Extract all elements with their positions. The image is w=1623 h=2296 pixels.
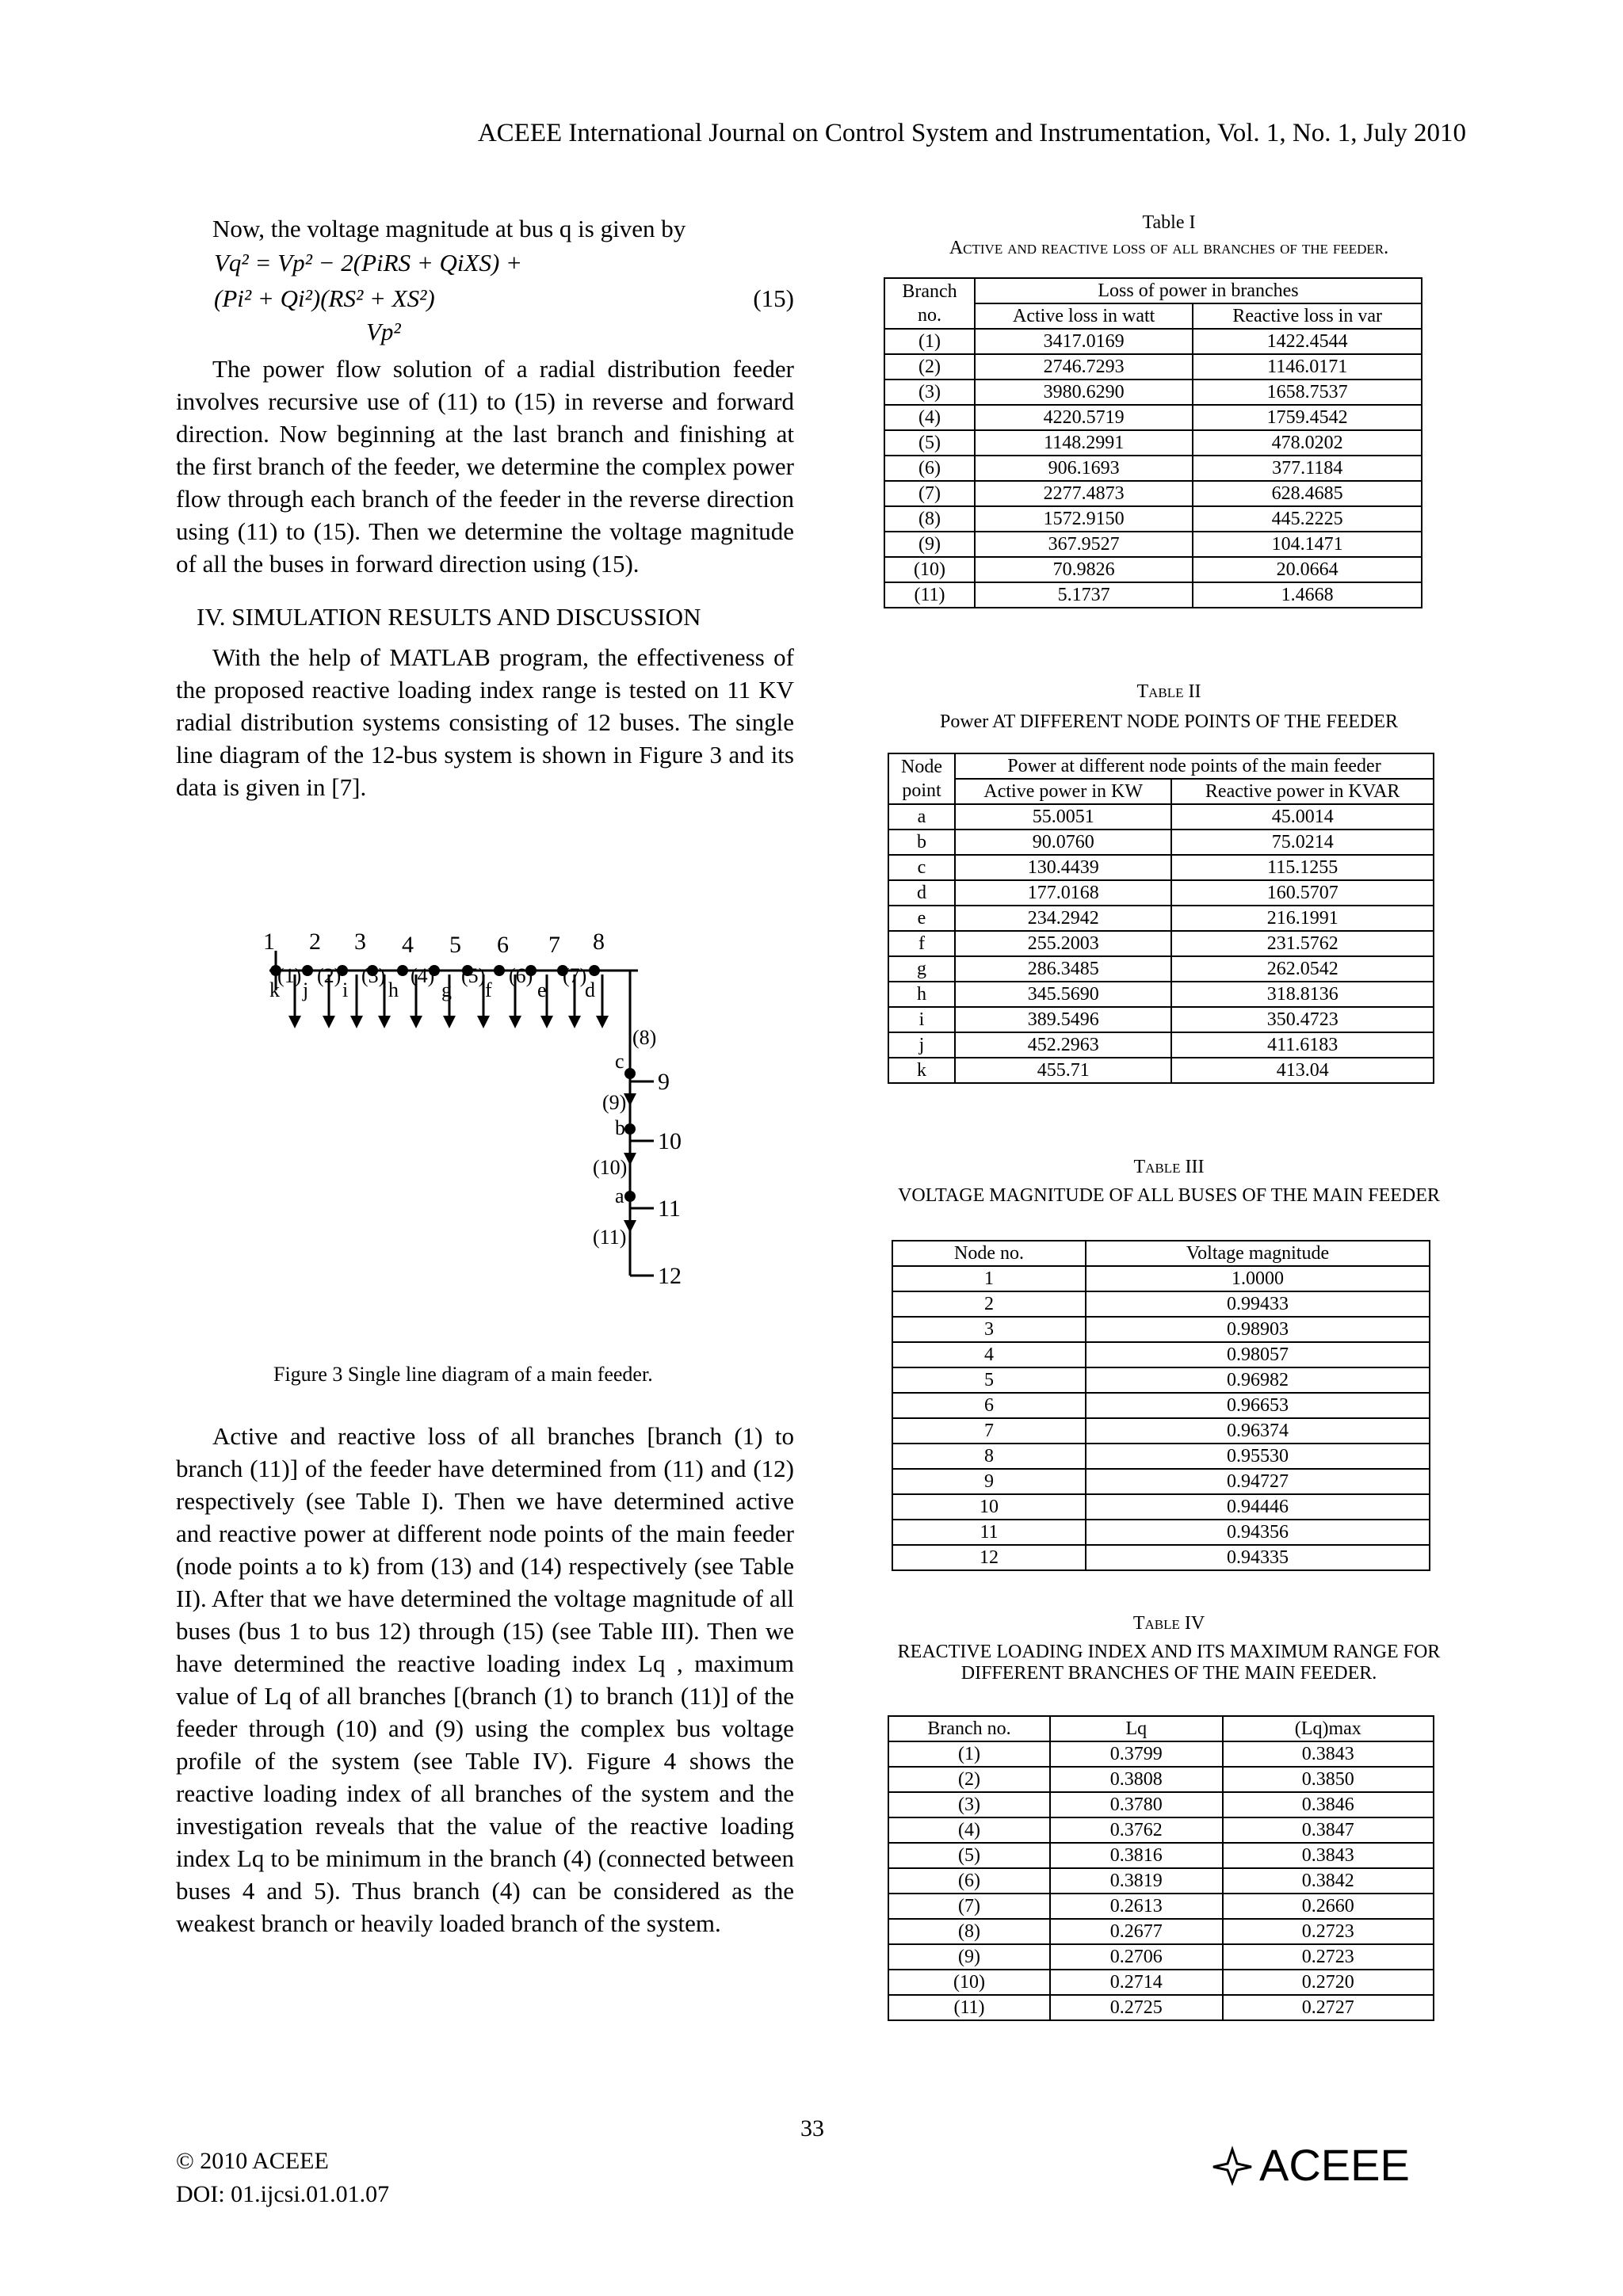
table-row <box>888 1970 1434 1995</box>
table-cell: 445.2225 <box>1193 506 1422 532</box>
table1 <box>884 277 1423 608</box>
table-cell: 0.3799 <box>1050 1741 1223 1767</box>
equation-line-3: Vp² <box>366 318 401 345</box>
table-cell: 377.1184 <box>1193 456 1422 481</box>
table-cell: 0.96653 <box>1086 1393 1430 1418</box>
table-cell: 0.2660 <box>1223 1894 1434 1919</box>
table-cell: 1.4668 <box>1193 582 1422 608</box>
aceee-logo <box>1209 2139 1410 2191</box>
branch-label: (6) <box>509 964 533 987</box>
bus-label: 9 <box>658 1069 670 1095</box>
table-cell: 20.0664 <box>1193 557 1422 582</box>
table-row <box>892 1469 1430 1494</box>
table-cell: 411.6183 <box>1171 1032 1434 1058</box>
table-cell: 216.1991 <box>1171 906 1434 931</box>
table-cell: 0.2720 <box>1223 1970 1434 1995</box>
table-cell: (10) <box>884 557 975 582</box>
table-cell: 231.5762 <box>1171 931 1434 956</box>
table-row <box>892 1266 1430 1291</box>
table3-col-voltage: Voltage magnitude <box>1086 1241 1430 1266</box>
equation-line-2: (Pi² + Qi²)(RS² + XS²) <box>214 284 435 312</box>
table-cell: i <box>888 1007 955 1032</box>
table-row <box>888 1944 1434 1970</box>
table-cell: (11) <box>888 1995 1050 2020</box>
table-cell: 0.98057 <box>1086 1342 1430 1367</box>
table3-caption: VOLTAGE MAGNITUDE OF ALL BUSES OF THE MAIN FEEDER <box>898 1185 1440 1206</box>
branch-label: (4) <box>411 964 435 987</box>
figure-caption: Figure 3 Single line diagram of a main feeder. <box>273 1363 653 1386</box>
node-label: a <box>615 1184 624 1207</box>
table-cell: 0.3762 <box>1050 1817 1223 1843</box>
table-row <box>888 855 1434 880</box>
node-label: g <box>441 978 452 1001</box>
table-cell: 0.2677 <box>1050 1919 1223 1944</box>
table-row <box>892 1545 1430 1570</box>
table-row <box>888 1741 1434 1767</box>
table-cell: 0.94356 <box>1086 1520 1430 1545</box>
table-cell: (5) <box>884 430 975 456</box>
page-number: 33 <box>800 2115 824 2142</box>
table-cell: 6 <box>892 1393 1086 1418</box>
table-cell: 906.1693 <box>975 456 1193 481</box>
table-cell: 413.04 <box>1171 1058 1434 1083</box>
table-cell: 8 <box>892 1444 1086 1469</box>
table-cell: 255.2003 <box>955 931 1171 956</box>
table-cell: 0.3843 <box>1223 1843 1434 1868</box>
table-cell: 3980.6290 <box>975 379 1193 405</box>
table-cell: (1) <box>884 329 975 354</box>
table-row <box>888 1995 1434 2020</box>
table-row <box>888 906 1434 931</box>
table-cell: b <box>888 830 955 855</box>
table-cell: 160.5707 <box>1171 880 1434 906</box>
table-row <box>884 557 1422 582</box>
table-cell: 1572.9150 <box>975 506 1193 532</box>
table-cell: 1148.2991 <box>975 430 1193 456</box>
table1-title: Table I <box>1142 212 1196 233</box>
table-cell: 2277.4873 <box>975 481 1193 506</box>
left-column-lower <box>176 1420 794 1939</box>
left-column <box>176 212 794 803</box>
table-cell: 5.1737 <box>975 582 1193 608</box>
table-cell: 0.2725 <box>1050 1995 1223 2020</box>
node-label: f <box>485 978 492 1001</box>
table-row <box>892 1418 1430 1444</box>
table-cell: 628.4685 <box>1193 481 1422 506</box>
table-cell: 5 <box>892 1367 1086 1393</box>
node-label: k <box>269 978 280 1001</box>
table-cell: 12 <box>892 1545 1086 1570</box>
bus-label: 5 <box>449 932 461 958</box>
table-row <box>884 405 1422 430</box>
table-cell: 0.94335 <box>1086 1545 1430 1570</box>
table-cell: (9) <box>884 532 975 557</box>
equation-line-1: Vq² = Vp² − 2(PiRS + QiXS) + <box>214 249 522 277</box>
node-label: h <box>388 978 399 1001</box>
table-cell: (4) <box>888 1817 1050 1843</box>
table-cell: (2) <box>888 1767 1050 1792</box>
table-row <box>884 430 1422 456</box>
table-cell: 0.95530 <box>1086 1444 1430 1469</box>
table-cell: 2746.7293 <box>975 354 1193 379</box>
table-cell: 0.2727 <box>1223 1995 1434 2020</box>
bus-label: 11 <box>658 1196 681 1222</box>
table-cell: 345.5690 <box>955 982 1171 1007</box>
table3-title: Table III <box>1133 1157 1205 1177</box>
doi: DOI: 01.ijcsi.01.01.07 <box>176 2181 390 2207</box>
table-row <box>888 830 1434 855</box>
table-cell: (8) <box>884 506 975 532</box>
table-cell: (4) <box>884 405 975 430</box>
table-cell: 1 <box>892 1266 1086 1291</box>
table2-caption: Power AT DIFFERENT NODE POINTS OF THE FEEDER <box>939 711 1399 732</box>
table-cell: 0.2714 <box>1050 1970 1223 1995</box>
table-cell: 0.98903 <box>1086 1317 1430 1342</box>
table-cell: 0.3816 <box>1050 1843 1223 1868</box>
table3-col-node: Node no. <box>892 1241 1086 1266</box>
paragraph-power-flow: The power flow solution of a radial distribution feeder involves recursive use of (11) to (15) in reverse and forward direction. Now beginning at the last branch and finishing at the first branch of the feeder, we determine the complex power flow through each branch of the feeder in the reverse direction using (11) to (15). Then we determine the voltage magnitude of all the buses in forward direction using (15). <box>176 355 794 578</box>
table-row <box>888 1843 1434 1868</box>
table-row <box>884 456 1422 481</box>
table-cell: 177.0168 <box>955 880 1171 906</box>
table-cell: 0.96982 <box>1086 1367 1430 1393</box>
table-cell: 318.8136 <box>1171 982 1434 1007</box>
table-cell: j <box>888 1032 955 1058</box>
table-cell: 286.3485 <box>955 956 1171 982</box>
table-cell: 90.0760 <box>955 830 1171 855</box>
table-cell: d <box>888 880 955 906</box>
table1-group-header: Loss of power in branches <box>975 278 1422 303</box>
table-row <box>888 804 1434 830</box>
table-row <box>884 532 1422 557</box>
table-cell: 350.4723 <box>1171 1007 1434 1032</box>
table-cell: 55.0051 <box>955 804 1171 830</box>
table-cell: g <box>888 956 955 982</box>
equation-number: (15) <box>753 284 794 312</box>
table-row <box>892 1317 1430 1342</box>
table-cell: 4 <box>892 1342 1086 1367</box>
figure-single-line-diagram <box>254 927 697 1323</box>
table-cell: 262.0542 <box>1171 956 1434 982</box>
table-cell: 234.2942 <box>955 906 1171 931</box>
branch-label: (8) <box>632 1026 657 1049</box>
table-cell: (6) <box>884 456 975 481</box>
equation-intro: Now, the voltage magnitude at bus q is given by <box>212 215 686 242</box>
bus-label: 1 <box>263 929 275 955</box>
table2-title: Table II <box>1136 681 1201 702</box>
table-row <box>888 956 1434 982</box>
table-cell: 0.94446 <box>1086 1494 1430 1520</box>
table-cell: 0.3808 <box>1050 1767 1223 1792</box>
table3-body <box>892 1266 1430 1570</box>
table-row <box>892 1367 1430 1393</box>
table-row <box>888 931 1434 956</box>
table-cell: f <box>888 931 955 956</box>
table-cell: h <box>888 982 955 1007</box>
table-cell: 11 <box>892 1520 1086 1545</box>
table-row <box>888 1919 1434 1944</box>
branch-label: (5) <box>461 964 486 987</box>
table-row <box>884 354 1422 379</box>
table-row <box>884 506 1422 532</box>
table4-title: Table IV <box>1132 1613 1205 1634</box>
table-row <box>892 1494 1430 1520</box>
running-header: ACEEE International Journal on Control System and Instrumentation, Vol. 1, No. 1, July 2010 <box>477 119 1466 147</box>
table-cell: 2 <box>892 1291 1086 1317</box>
table-row <box>884 379 1422 405</box>
table-cell: 478.0202 <box>1193 430 1422 456</box>
table-cell: (5) <box>888 1843 1050 1868</box>
table-row <box>888 1868 1434 1894</box>
bus-label: 10 <box>658 1128 682 1154</box>
table-cell: 130.4439 <box>955 855 1171 880</box>
aceee-logo-icon <box>1209 2143 1256 2187</box>
table2-col-reactive: Reactive power in KVAR <box>1171 779 1434 804</box>
bus-label: 7 <box>548 932 560 958</box>
branch-label: (7) <box>563 964 587 987</box>
table-cell: 7 <box>892 1418 1086 1444</box>
table-cell: 0.3843 <box>1223 1741 1434 1767</box>
table-cell: (2) <box>884 354 975 379</box>
bus-label: 12 <box>658 1263 682 1289</box>
table-cell: 1759.4542 <box>1193 405 1422 430</box>
table3 <box>892 1240 1430 1571</box>
table-cell: 70.9826 <box>975 557 1193 582</box>
table-cell: e <box>888 906 955 931</box>
table-cell: 452.2963 <box>955 1032 1171 1058</box>
table-cell: 1422.4544 <box>1193 329 1422 354</box>
bus-label: 6 <box>497 932 509 958</box>
bus-label: 3 <box>354 929 366 955</box>
table-cell: 367.9527 <box>975 532 1193 557</box>
node-label: c <box>615 1050 624 1073</box>
node-label: d <box>585 978 595 1001</box>
table-cell: (10) <box>888 1970 1050 1995</box>
table-cell: 115.1255 <box>1171 855 1434 880</box>
table-cell: 455.71 <box>955 1058 1171 1083</box>
table-cell: 75.0214 <box>1171 830 1434 855</box>
table-cell: (3) <box>888 1792 1050 1817</box>
table-cell: 1146.0171 <box>1193 354 1422 379</box>
branch-label: (1) <box>277 964 302 987</box>
table4-caption: REACTIVE LOADING INDEX AND ITS MAXIMUM RANGE FOR DIFFERENT BRANCHES OF THE MAIN FEEDER. <box>897 1642 1441 1684</box>
table-cell: (9) <box>888 1944 1050 1970</box>
table-cell: 3 <box>892 1317 1086 1342</box>
table-row <box>888 982 1434 1007</box>
table-cell: (3) <box>884 379 975 405</box>
table-row <box>888 1058 1434 1083</box>
table-cell: 10 <box>892 1494 1086 1520</box>
node-label: e <box>537 978 547 1001</box>
table-row <box>888 1007 1434 1032</box>
node-label: j <box>303 978 309 1001</box>
table1-col-active: Active loss in watt <box>975 303 1193 329</box>
branch-label: (11) <box>593 1226 627 1249</box>
table2-group-header: Power at different node points of the main feeder <box>955 753 1434 779</box>
table4-body <box>888 1741 1434 2020</box>
table-cell: 0.3819 <box>1050 1868 1223 1894</box>
branch-label: (10) <box>593 1156 628 1179</box>
table-row <box>892 1444 1430 1469</box>
table-cell: (8) <box>888 1919 1050 1944</box>
branch-label: (2) <box>317 964 342 987</box>
table-cell: 0.3780 <box>1050 1792 1223 1817</box>
table-row <box>888 1767 1434 1792</box>
node-label: b <box>615 1116 625 1139</box>
table-cell: 0.2723 <box>1223 1944 1434 1970</box>
bus-label: 4 <box>402 932 414 958</box>
table-cell: (1) <box>888 1741 1050 1767</box>
table-cell: 3417.0169 <box>975 329 1193 354</box>
table-cell: 9 <box>892 1469 1086 1494</box>
table-cell: 4220.5719 <box>975 405 1193 430</box>
table-cell: (6) <box>888 1868 1050 1894</box>
table-cell: 0.96374 <box>1086 1418 1430 1444</box>
table-cell: 1.0000 <box>1086 1266 1430 1291</box>
table-cell: 389.5496 <box>955 1007 1171 1032</box>
table-row <box>884 329 1422 354</box>
table4 <box>888 1715 1434 2021</box>
table-cell: 1658.7537 <box>1193 379 1422 405</box>
table-cell: 0.2706 <box>1050 1944 1223 1970</box>
table-cell: 0.3847 <box>1223 1817 1434 1843</box>
table-cell: 0.3846 <box>1223 1792 1434 1817</box>
table4-col-lqmax: (Lq)max <box>1223 1716 1434 1741</box>
paragraph-results: Active and reactive loss of all branches [branch (1) to branch (11)] of the feeder have determined from (11) and (12) respectively (see Table I). Then we have determined active and reactive power at different node points of the main feeder (node points a to k) from (13) and (14) respectively (see Table II). After that we have determined the voltage magnitude of all buses (bus 1 to bus 12) through (15) (see Table III). Then we have determined the reactive loading index Lq , maximum value of Lq of all branches [(branch (1) to branch (11)] of the feeder through (10) and (9) using the complex bus voltage profile of the system (see Table IV). Figure 4 shows the reactive loading index of all branches of the system and the investigation reveals that the value of the reactive loading index Lq to be minimum in the branch (4) (connected between buses 4 and 5). Thus branch (4) can be considered as the weakest branch or heavily loaded branch of the system. <box>176 1422 794 1937</box>
table-cell: 0.3850 <box>1223 1767 1434 1792</box>
table-cell: c <box>888 855 955 880</box>
table-row <box>892 1342 1430 1367</box>
table2-body <box>888 804 1434 1083</box>
table1-col-reactive: Reactive loss in var <box>1193 303 1422 329</box>
aceee-logo-text: ACEEE <box>1259 2140 1410 2190</box>
table2-col-active: Active power in KW <box>955 779 1171 804</box>
table-row <box>884 481 1422 506</box>
table-cell: (7) <box>888 1894 1050 1919</box>
table-cell: 0.2613 <box>1050 1894 1223 1919</box>
table2 <box>888 753 1434 1084</box>
bus-label: 2 <box>309 929 321 955</box>
table-cell: k <box>888 1058 955 1083</box>
table-cell: a <box>888 804 955 830</box>
table-row <box>892 1393 1430 1418</box>
table-row <box>884 582 1422 608</box>
table-cell: 45.0014 <box>1171 804 1434 830</box>
bus-label: 8 <box>593 929 605 955</box>
table-cell: 0.2723 <box>1223 1919 1434 1944</box>
branch-label: (3) <box>361 964 386 987</box>
branch-label: (9) <box>602 1091 627 1114</box>
table-cell: 0.99433 <box>1086 1291 1430 1317</box>
copyright: © 2010 ACEEE <box>176 2148 329 2174</box>
table-row <box>888 1032 1434 1058</box>
table4-col-branch: Branch no. <box>888 1716 1050 1741</box>
table1-body <box>884 329 1422 608</box>
table-cell: (11) <box>884 582 975 608</box>
table-row <box>892 1291 1430 1317</box>
node-label: i <box>342 978 349 1001</box>
table-cell: 104.1471 <box>1193 532 1422 557</box>
table-row <box>888 1792 1434 1817</box>
table1-caption: Active and reactive loss of all branches of the feeder. <box>949 238 1389 258</box>
table-row <box>888 1817 1434 1843</box>
section-heading: IV. SIMULATION RESULTS AND DISCUSSION <box>197 603 701 631</box>
table1-col-branch: Branch no. <box>884 278 975 329</box>
table-row <box>892 1520 1430 1545</box>
table-row <box>888 880 1434 906</box>
table-cell: (7) <box>884 481 975 506</box>
table-cell: 0.3842 <box>1223 1868 1434 1894</box>
table2-col-node: Node point <box>888 753 955 804</box>
table-cell: 0.94727 <box>1086 1469 1430 1494</box>
table-row <box>888 1894 1434 1919</box>
table4-col-lq: Lq <box>1050 1716 1223 1741</box>
paragraph-simulation: With the help of MATLAB program, the effectiveness of the proposed reactive loading index range is tested on 11 KV radial distribution systems consisting of 12 buses. The single line diagram of the 12-bus system is shown in Figure 3 and its data is given in [7]. <box>176 643 794 801</box>
